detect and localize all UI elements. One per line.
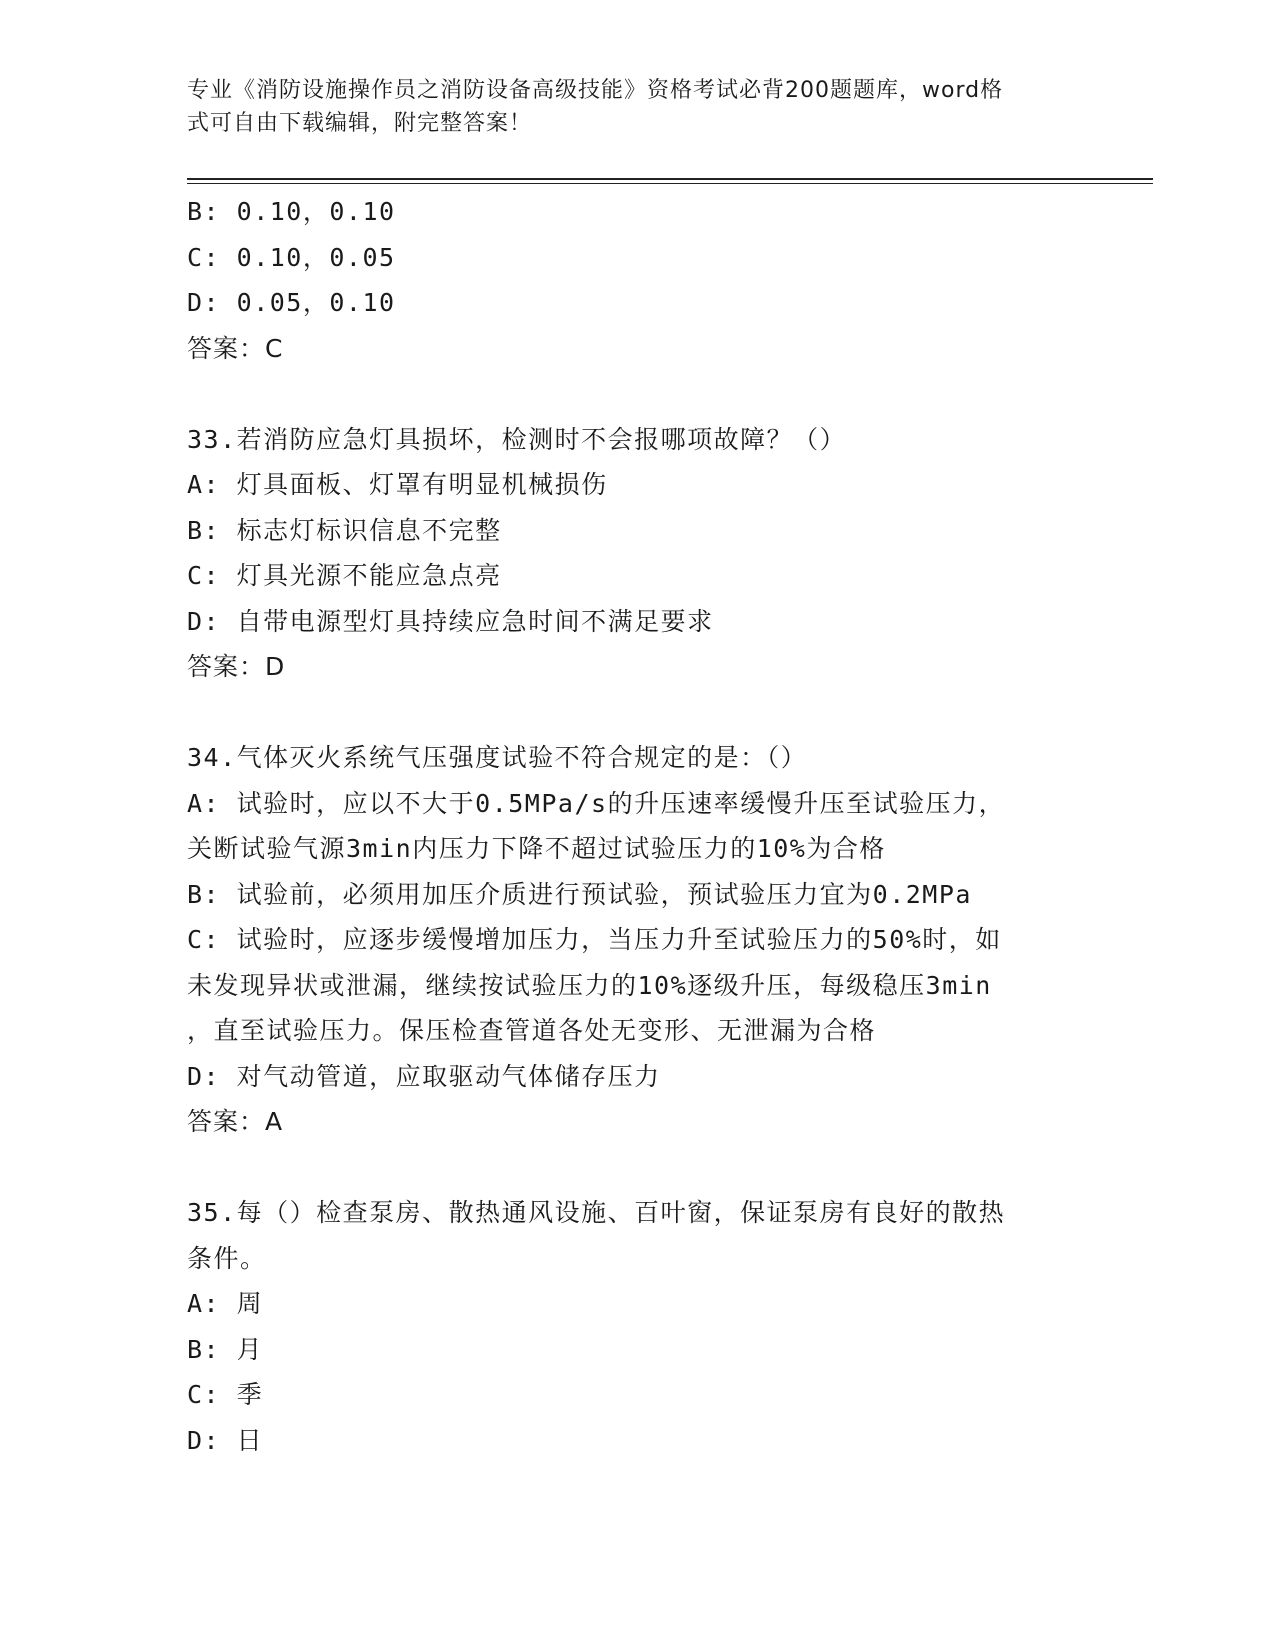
option-b: B: 月 bbox=[187, 1334, 264, 1364]
option-d: D: 日 bbox=[187, 1425, 264, 1455]
option-d: D: 对气动管道，应取驱动气体储存压力 bbox=[187, 1061, 661, 1091]
option-a: A: 周 bbox=[187, 1289, 264, 1318]
option-d: D: 自带电源型灯具持续应急时间不满足要求 bbox=[187, 606, 714, 636]
option-a-line-1: A: 试验时，应以不大于0.5MPa/s的升压速率缓慢升压至试验压力， bbox=[187, 788, 1006, 818]
answer-label: 答案：A bbox=[187, 1107, 284, 1136]
option-b: B: 试验前，必须用加压介质进行预试验，预试验压力宜为0.2MPa bbox=[187, 879, 972, 909]
header-title-line-1: 专业《消防设施操作员之消防设备高级技能》资格考试必背200题题库，word格 bbox=[187, 78, 1004, 103]
option-d: D: 0.05，0.10 bbox=[187, 288, 396, 317]
option-a: A: 灯具面板、灯罩有明显机械损伤 bbox=[187, 470, 608, 499]
header-divider-thick bbox=[187, 178, 1153, 180]
option-c-line-3: ，直至试验压力。保压检查管道各处无变形、无泄漏为合格 bbox=[187, 1016, 877, 1045]
answer-label: 答案：C bbox=[187, 333, 284, 363]
answer-label: 答案：D bbox=[187, 652, 286, 681]
question-stem-line-1: 35.每（）检查泵房、散热通风设施、百叶窗，保证泵房有良好的散热 bbox=[187, 1198, 1006, 1227]
option-b: B: 0.10，0.10 bbox=[187, 197, 396, 226]
spacer bbox=[187, 371, 1087, 417]
question-block-35 bbox=[187, 1190, 1087, 1463]
spacer bbox=[187, 1145, 1087, 1191]
option-c-line-1: C: 试验时，应逐步缓慢增加压力，当压力升至试验压力的50%时，如 bbox=[187, 925, 1002, 954]
question-block-prev bbox=[187, 189, 1087, 371]
option-c: C: 灯具光源不能应急点亮 bbox=[187, 561, 502, 590]
question-stem: 33.若消防应急灯具损坏，检测时不会报哪项故障？（） bbox=[187, 424, 847, 454]
option-c-line-2: 未发现异状或泄漏，继续按试验压力的10%逐级升压，每级稳压3min bbox=[187, 970, 992, 1000]
header-title-line-2: 式可自由下载编辑，附完整答案！ bbox=[187, 111, 533, 136]
question-block-34 bbox=[187, 735, 1087, 1145]
question-list bbox=[187, 189, 1087, 1463]
spacer bbox=[187, 690, 1087, 736]
option-b: B: 标志灯标识信息不完整 bbox=[187, 515, 502, 545]
option-a-line-2: 关断试验气源3min内压力下降不超过试验压力的10%为合格 bbox=[187, 834, 886, 863]
option-c: C: 季 bbox=[187, 1380, 264, 1409]
question-block-33 bbox=[187, 417, 1087, 690]
option-c: C: 0.10，0.05 bbox=[187, 242, 396, 272]
question-stem-line-2: 条件。 bbox=[187, 1243, 267, 1273]
header-divider-thin bbox=[187, 183, 1153, 184]
question-stem: 34.气体灭火系统气压强度试验不符合规定的是：（） bbox=[187, 743, 808, 772]
document-header bbox=[187, 74, 1067, 140]
